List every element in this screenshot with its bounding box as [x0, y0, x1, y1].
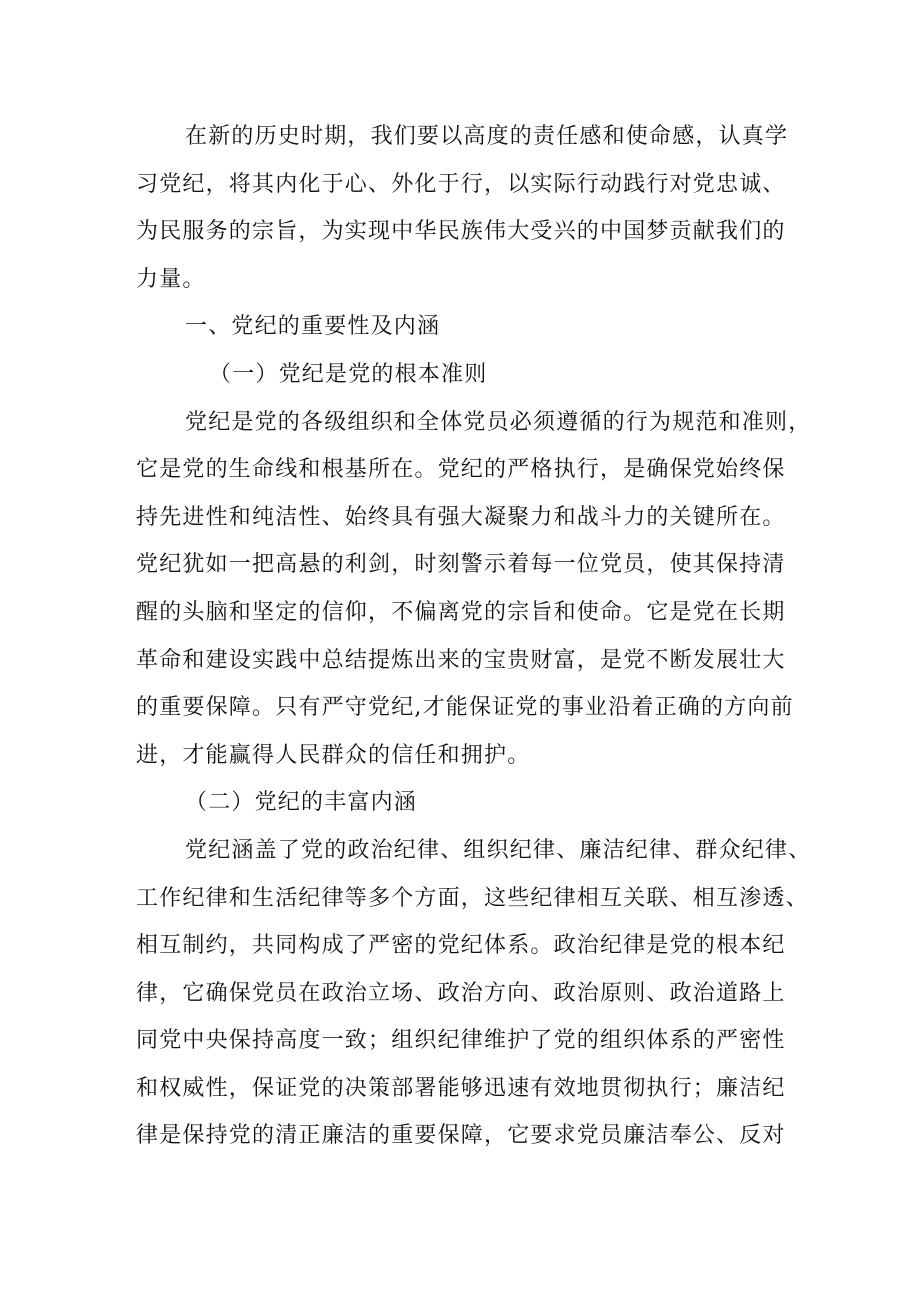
paragraph-2-line-6: 和权威性，保证党的决策部署能够迅速有效地贯彻执行；廉洁纪: [136, 1075, 786, 1101]
paragraph-1-line-6: 革命和建设实践中总结提炼出来的宝贵财富，是党不断发展壮大: [136, 647, 786, 673]
paragraph-1-line-2: 它是党的生命线和根基所在。党纪的严格执行，是确保党始终保: [136, 457, 786, 483]
intro-paragraph-line-1: 在新的历史时期，我们要以高度的责任感和使命感，认真学: [185, 124, 789, 149]
paragraph-2-line-3: 相互制约，共同构成了严密的党纪体系。政治纪律是党的根本纪: [136, 933, 786, 959]
paragraph-2-line-7: 律是保持党的清正廉洁的重要保障，它要求党员廉洁奉公、反对: [136, 1123, 786, 1149]
section-heading-1: 一、党纪的重要性及内涵: [185, 314, 441, 340]
document-body: [136, 113, 812, 1160]
paragraph-1-line-1: 党纪是党的各级组织和全体党员必须遵循的行为规范和准则，: [185, 409, 812, 435]
paragraph-2-line-2: 工作纪律和生活纪律等多个方面，这些纪律相互关联、相互渗透、: [136, 885, 809, 911]
paragraph-1-line-3: 持先进性和纯洁性、始终具有强大凝聚力和战斗力的关键所在。: [136, 504, 786, 530]
subsection-heading-1: （一）党纪是党的根本准则: [209, 361, 488, 387]
paragraph-2-line-4: 律，它确保党员在政治立场、政治方向、政治原则、政治道路上: [136, 980, 786, 1006]
paragraph-1-line-8: 进，才能赢得人民群众的信任和拥护。: [136, 742, 531, 768]
subsection-heading-2: （二）党纪的丰富内涵: [185, 790, 418, 816]
paragraph-1-line-7: 的重要保障。只有严守党纪,才能保证党的事业沿着正确的方向前: [136, 695, 794, 721]
intro-paragraph-line-4: 力量。: [136, 266, 206, 292]
paragraph-2-line-1: 党纪涵盖了党的政治纪律、组织纪律、廉洁纪律、群众纪律、: [185, 837, 812, 863]
intro-paragraph-line-3: 为民服务的宗旨，为实现中华民族伟大受兴的中国梦贡献我们的: [136, 219, 786, 245]
paragraph-2-line-5: 同党中央保持高度一致；组织纪律维护了党的组织体系的严密性: [136, 1028, 786, 1054]
paragraph-1-line-4: 党纪犹如一把高悬的利剑，时刻警示着每一位党员，使其保持清: [136, 552, 786, 578]
paragraph-1-line-5: 醒的头脑和坚定的信仰，不偏离党的宗旨和使命。它是党在长期: [136, 599, 786, 625]
intro-paragraph-line-2: 习党纪，将其内化于心、外化于行，以实际行动践行对党忠诚、: [136, 171, 786, 197]
